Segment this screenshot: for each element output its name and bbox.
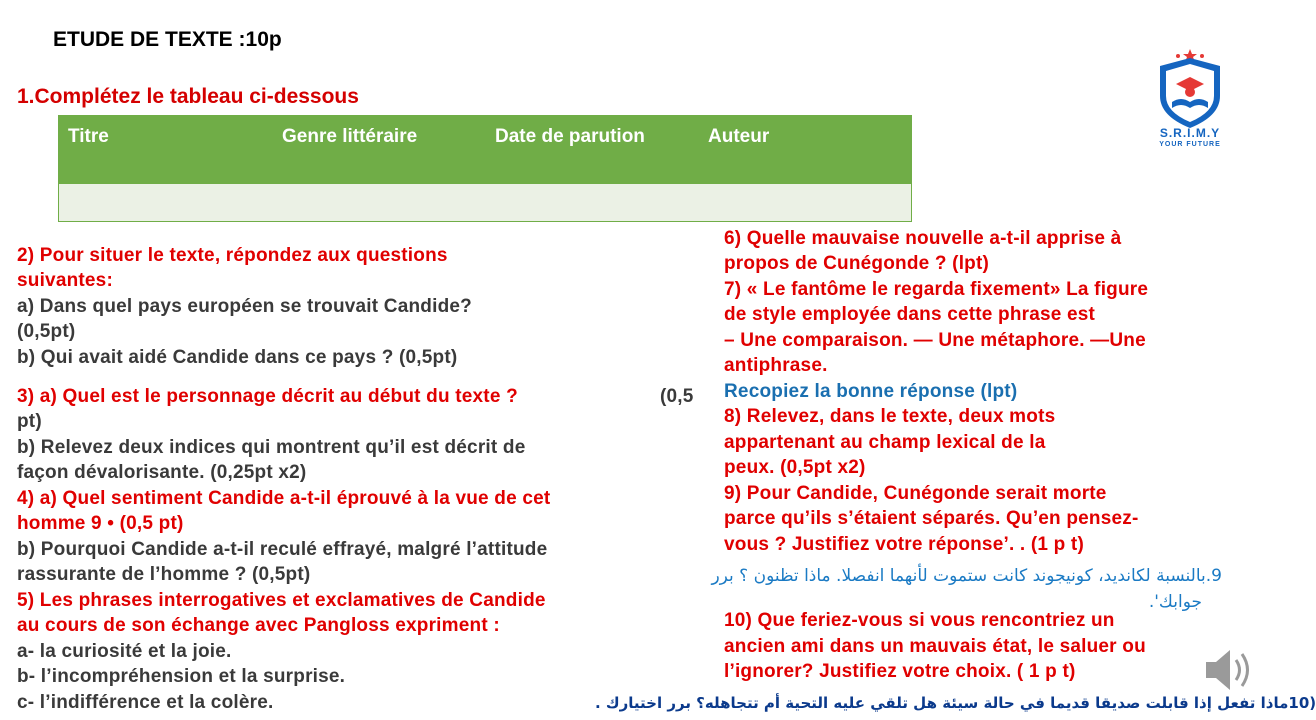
q4a-line: homme 9 • (0,5 pt) [17,513,184,534]
logo [1140,44,1240,154]
q9-line: vous ? Justifiez votre réponse’. . (1 p t) [724,534,1084,555]
q5-option-a: a- la curiosité et la joie. [17,641,232,662]
q7-line: 7) « Le fantôme le regarda fixement» La figure [724,279,1149,300]
q9-line: 9) Pour Candide, Cunégonde serait morte [724,483,1107,504]
q8-line: 8) Relevez, dans le texte, deux mots [724,406,1056,427]
speaker-icon[interactable] [1198,640,1258,700]
q5-line: au cours de son échange avec Pangloss expriment : [17,615,500,636]
table-header-date: Date de parution [495,126,645,147]
table-header-auteur: Auteur [708,126,770,147]
q2a-points: (0,5pt) [17,321,76,342]
q4a-line: 4) a) Quel sentiment Candide a-t-il éprouvé à la vue de cet [17,488,551,509]
q8-line: peux. (0,5pt x2) [724,457,866,478]
q5-option-b: b- l’incompréhension et la surprise. [17,666,346,687]
q4b-line: b) Pourquoi Candide a-t-il reculé effrayé, malgré l’attitude [17,539,548,560]
q7-instruction: Recopiez la bonne réponse (lpt) [724,381,1018,402]
q2a-line: a) Dans quel pays européen se trouvait Candide? [17,296,472,317]
table-header-row [59,116,911,184]
q10-line: l’ignorer? Justifiez votre choix. ( 1 p t) [724,661,1076,682]
q2-line: 2) Pour situer le texte, répondez aux questions [17,245,448,266]
q4b-line: rassurante de l’homme ? (0,5pt) [17,564,311,585]
q7-options: antiphrase. [724,355,828,376]
table-row[interactable] [59,184,911,221]
q5-option-c: c- l’indifférence et la colère. [17,692,274,713]
q9-line: parce qu’ils s’étaient séparés. Qu’en pensez- [724,508,1139,529]
page-title: ETUDE DE TEXTE :10p [53,28,282,51]
q10-arabic-line: (10ماذا تفعل إذا قابلت صديقا قديما في حالة سيئة هل تلقي عليه التحية أم تتجاهله؟ برر اختيارك . [595,694,1316,712]
logo-brand: S.R.I.M.Y [1159,126,1221,140]
q7-options: – Une comparaison. — Une métaphore. —Une [724,330,1146,351]
q2-line: suivantes: [17,270,113,291]
q7-line: de style employée dans cette phrase est [724,304,1096,325]
q10-line: 10) Que feriez-vous si vous rencontriez un [724,610,1115,631]
q3b-line: façon dévalorisante. (0,25pt x2) [17,462,307,483]
q3a-points-end: pt) [17,411,42,432]
q6-line: 6) Quelle mauvaise nouvelle a-t-il apprise à [724,228,1122,249]
q9-arabic-line: جوابك'. [1148,592,1202,612]
q9-arabic-line: 9.بالنسبة لكانديد، كونيجوند كانت ستموت لأنهما انفصلا. ماذا تظنون ؟ برر [711,566,1222,586]
q6-line: propos de Cunégonde ? (lpt) [724,253,990,274]
q3a-points: (0,5 [660,386,694,407]
question-1-label: 1.Complétez le tableau ci-dessous [17,85,359,108]
q5-line: 5) Les phrases interrogatives et exclamatives de Candide [17,590,546,611]
table-header-genre: Genre littéraire [282,126,418,147]
table-header-titre: Titre [68,126,109,147]
q10-line: ancien ami dans un mauvais état, le saluer ou [724,636,1146,657]
logo-tagline: YOUR FUTURE [1159,141,1221,148]
q8-line: appartenant au champ lexical de la [724,432,1046,453]
q2b-line: b) Qui avait aidé Candide dans ce pays ? (0,5pt) [17,347,458,368]
q3a-line: 3) a) Quel est le personnage décrit au début du texte ? [17,386,518,407]
q3b-line: b) Relevez deux indices qui montrent qu’il est décrit de [17,437,526,458]
answer-table [58,115,912,222]
